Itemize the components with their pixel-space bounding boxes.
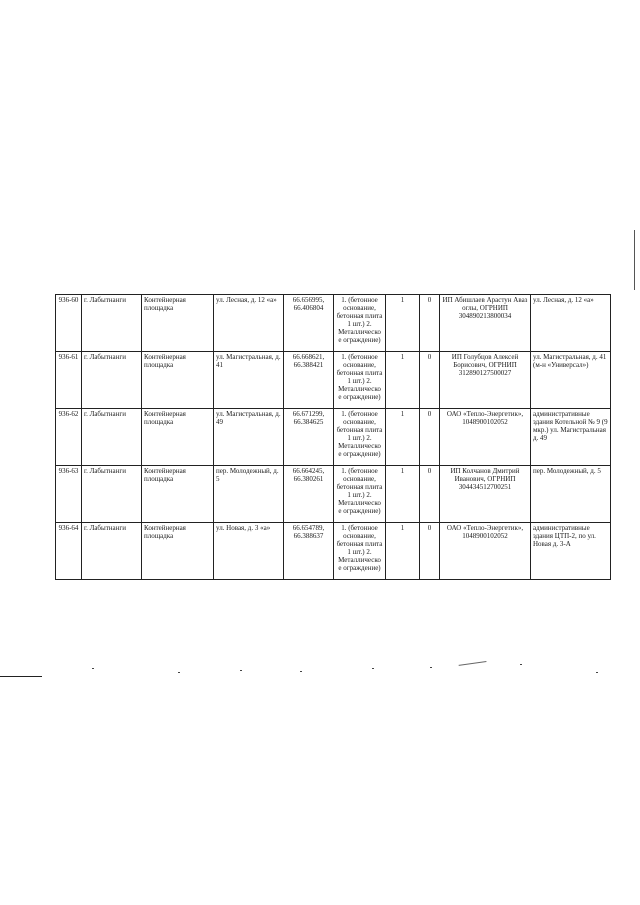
- city-text: г. Лабытнанги: [84, 410, 126, 418]
- table-row: [56, 466, 611, 523]
- scan-artifact-line: [0, 676, 42, 677]
- owner-cell: [440, 409, 531, 466]
- description-text: 1. (бетонное основание, бетонная плита 1 шт.) 2. Металлическо е ограждение): [336, 296, 383, 344]
- site-type-cell: [142, 352, 214, 409]
- volume-cell: [420, 466, 440, 523]
- site-number-cell: [56, 409, 82, 466]
- source-text: административные здания ЦТП-2, по ул. Новая д. 3-А: [533, 524, 596, 548]
- coords-text: 66.664245, 66.380261: [292, 467, 325, 483]
- scan-dot: [300, 671, 302, 672]
- address-cell: [214, 409, 284, 466]
- scan-dot: [240, 670, 242, 671]
- coordinates-cell: [284, 409, 334, 466]
- owner-cell: [440, 466, 531, 523]
- site-number-cell: [56, 466, 82, 523]
- description-cell: [334, 295, 386, 352]
- site-type-cell: [142, 409, 214, 466]
- source-text: ул. Лесная, д. 12 «а»: [533, 296, 594, 304]
- volume-cell: [420, 352, 440, 409]
- volume-text: 0: [427, 296, 432, 304]
- num-text: 936-62: [58, 410, 79, 418]
- address-text: пер. Молодежный, д. 5: [216, 467, 279, 483]
- coords-text: 66.668621, 66.388421: [292, 353, 325, 369]
- city-text: г. Лабытнанги: [84, 467, 126, 475]
- address-cell: [214, 523, 284, 580]
- source-text: ул. Магистральная, д. 41 (м-н «Универсал»): [533, 353, 607, 369]
- city-text: г. Лабытнанги: [84, 296, 126, 304]
- count-text: 1: [400, 467, 405, 475]
- city-text: г. Лабытнанги: [84, 353, 126, 361]
- volume-text: 0: [427, 410, 432, 418]
- owner-text: ИП Голубцов Алексей Борисович, ОГРНИП 312890127500027: [451, 353, 519, 377]
- site-type-cell: [142, 523, 214, 580]
- city-text: г. Лабытнанги: [84, 524, 126, 532]
- description-cell: [334, 352, 386, 409]
- coordinates-cell: [284, 523, 334, 580]
- table-row: [56, 295, 611, 352]
- volume-cell: [420, 295, 440, 352]
- waste-source-cell: [531, 409, 611, 466]
- volume-cell: [420, 523, 440, 580]
- count-text: 1: [400, 296, 405, 304]
- scan-dot: [178, 672, 180, 673]
- scan-dot: [430, 667, 432, 668]
- table-row: [56, 409, 611, 466]
- address-text: ул. Магистральная, д. 41: [216, 353, 281, 369]
- coordinates-cell: [284, 352, 334, 409]
- coords-text: 66.671299, 66.384625: [292, 410, 325, 426]
- waste-source-cell: [531, 523, 611, 580]
- scan-dot: [520, 664, 522, 665]
- description-text: 1. (бетонное основание, бетонная плита 1 шт.) 2. Металлическо е ограждение): [336, 410, 383, 458]
- owner-text: ИП Колчанов Дмитрий Иванович, ОГРНИП 304434512700251: [450, 467, 520, 491]
- container-count-cell: [386, 295, 420, 352]
- volume-text: 0: [427, 524, 432, 532]
- owner-cell: [440, 523, 531, 580]
- type-text: Контейнерная площадка: [144, 467, 186, 483]
- city-cell: [82, 409, 142, 466]
- address-text: ул. Магистральная, д. 49: [216, 410, 281, 426]
- num-text: 936-63: [58, 467, 79, 475]
- container-site-registry-table: [55, 294, 611, 580]
- owner-text: ОАО «Тепло-Энергетик», 1048900102052: [446, 410, 524, 426]
- waste-source-cell: [531, 352, 611, 409]
- city-cell: [82, 523, 142, 580]
- coordinates-cell: [284, 466, 334, 523]
- address-cell: [214, 295, 284, 352]
- table-row: [56, 352, 611, 409]
- signature-mark: [458, 653, 487, 666]
- container-count-cell: [386, 466, 420, 523]
- address-text: ул. Лесная, д. 12 «а»: [216, 296, 277, 304]
- description-cell: [334, 409, 386, 466]
- owner-cell: [440, 352, 531, 409]
- site-number-cell: [56, 295, 82, 352]
- num-text: 936-60: [58, 296, 79, 304]
- waste-source-cell: [531, 466, 611, 523]
- owner-cell: [440, 295, 531, 352]
- city-cell: [82, 466, 142, 523]
- address-cell: [214, 352, 284, 409]
- description-cell: [334, 466, 386, 523]
- container-count-cell: [386, 409, 420, 466]
- container-count-cell: [386, 523, 420, 580]
- site-number-cell: [56, 352, 82, 409]
- site-type-cell: [142, 295, 214, 352]
- address-text: ул. Новая, д. 3 «а»: [216, 524, 271, 532]
- site-number-cell: [56, 523, 82, 580]
- num-text: 936-64: [58, 524, 79, 532]
- source-text: пер. Молодежный, д. 5: [533, 467, 601, 475]
- volume-text: 0: [427, 353, 432, 361]
- scan-dot: [596, 672, 598, 673]
- type-text: Контейнерная площадка: [144, 524, 186, 540]
- site-type-cell: [142, 466, 214, 523]
- owner-text: ИП Абишлаев Арастун Аваз оглы, ОГРНИП 304890213800034: [442, 296, 528, 320]
- waste-source-cell: [531, 295, 611, 352]
- description-text: 1. (бетонное основание, бетонная плита 1 шт.) 2. Металлическо е ограждение): [336, 467, 383, 515]
- owner-text: ОАО «Тепло-Энергетик», 1048900102052: [446, 524, 524, 540]
- volume-cell: [420, 409, 440, 466]
- coords-text: 66.654789, 66.388637: [292, 524, 325, 540]
- coordinates-cell: [284, 295, 334, 352]
- volume-text: 0: [427, 467, 432, 475]
- coords-text: 66.656995, 66.406804: [292, 296, 325, 312]
- table-row: [56, 523, 611, 580]
- type-text: Контейнерная площадка: [144, 410, 186, 426]
- num-text: 936-61: [58, 353, 79, 361]
- description-text: 1. (бетонное основание, бетонная плита 1 шт.) 2. Металлическо е ограждение): [336, 353, 383, 401]
- city-cell: [82, 295, 142, 352]
- scan-dot: [372, 668, 374, 669]
- count-text: 1: [400, 524, 405, 532]
- scan-dot: [92, 668, 94, 669]
- city-cell: [82, 352, 142, 409]
- page-edge-line: [634, 230, 635, 290]
- description-text: 1. (бетонное основание, бетонная плита 1 шт.) 2. Металлическо е ограждение): [336, 524, 383, 572]
- count-text: 1: [400, 410, 405, 418]
- type-text: Контейнерная площадка: [144, 353, 186, 369]
- container-count-cell: [386, 352, 420, 409]
- address-cell: [214, 466, 284, 523]
- description-cell: [334, 523, 386, 580]
- source-text: административные здания Котельной № 9 (9 мкр.) ул. Магистральная д. 49: [533, 410, 608, 442]
- type-text: Контейнерная площадка: [144, 296, 186, 312]
- count-text: 1: [400, 353, 405, 361]
